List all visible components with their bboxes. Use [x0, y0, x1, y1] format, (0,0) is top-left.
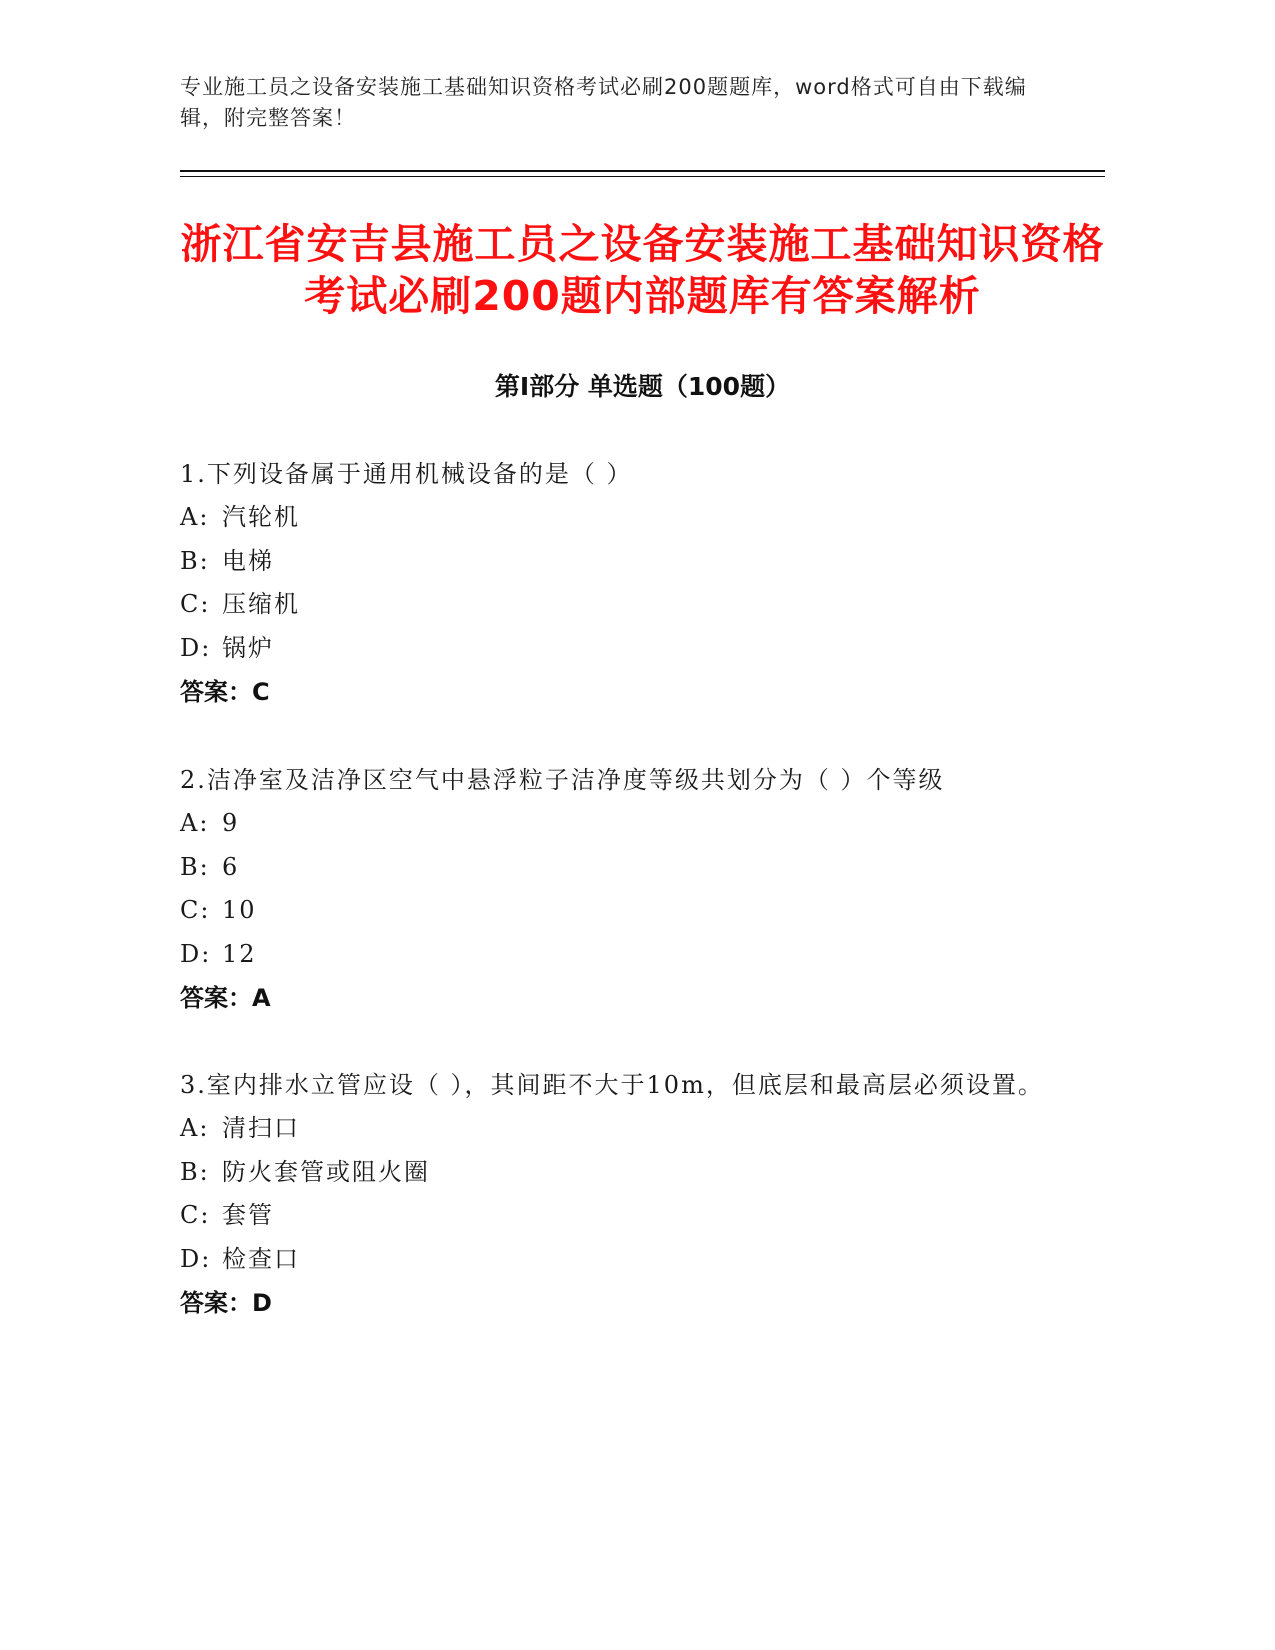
document-title: 浙江省安吉县施工员之设备安装施工基础知识资格考试必刷200题内部题库有答案解析 — [180, 220, 1105, 320]
question-stem: 3.室内排水立管应设（ ），其间距不大于10m，但底层和最高层必须设置。 — [180, 1071, 1044, 1099]
option-c — [180, 583, 1105, 627]
question-block — [180, 452, 1105, 714]
header-divider-thick — [180, 170, 1105, 172]
option-text: 汽轮机 — [222, 503, 300, 531]
option-d — [180, 627, 1105, 671]
option-c — [180, 1194, 1105, 1238]
option-key: A: — [180, 809, 210, 837]
option-key: B: — [180, 1157, 210, 1186]
option-a — [180, 802, 1105, 846]
answer-line: 答案：C — [180, 678, 270, 706]
option-text: 锅炉 — [222, 633, 274, 662]
question-stem: 1.下列设备属于通用机械设备的是（ ） — [180, 460, 633, 488]
option-text: 10 — [222, 896, 257, 924]
option-text: 压缩机 — [222, 590, 300, 618]
option-a — [180, 496, 1105, 540]
option-text: 套管 — [222, 1201, 274, 1229]
question-stem: 2.洁净室及洁净区空气中悬浮粒子洁净度等级共划分为（ ）个等级 — [180, 766, 945, 794]
option-text: 清扫口 — [222, 1114, 300, 1142]
header-divider-thin — [180, 176, 1105, 177]
option-key: B: — [180, 852, 210, 881]
question-block — [180, 758, 1105, 1020]
option-text: 9 — [222, 809, 240, 837]
option-d — [180, 933, 1105, 977]
option-text: 电梯 — [222, 546, 274, 575]
option-text: 6 — [222, 852, 240, 881]
option-key: A: — [180, 1114, 210, 1142]
option-c — [180, 889, 1105, 933]
section-title: 第I部分 单选题（100题） — [494, 372, 791, 401]
option-key: D: — [180, 939, 212, 968]
option-a — [180, 1107, 1105, 1151]
option-text: 防火套管或阻火圈 — [222, 1157, 430, 1186]
option-b — [180, 846, 1105, 890]
option-b — [180, 1151, 1105, 1195]
answer-line: 答案：D — [180, 1289, 272, 1317]
option-key: D: — [180, 1244, 212, 1273]
option-key: D: — [180, 633, 212, 662]
question-block — [180, 1063, 1105, 1325]
answer-line: 答案：A — [180, 984, 271, 1012]
option-key: C: — [180, 590, 211, 618]
option-d — [180, 1238, 1105, 1282]
option-key: A: — [180, 503, 210, 531]
header-note: 专业施工员之设备安装施工基础知识资格考试必刷200题题库，word格式可自由下载编辑，附完整答案！ — [180, 75, 1027, 130]
option-key: C: — [180, 1201, 211, 1229]
option-b — [180, 540, 1105, 584]
option-text: 检查口 — [222, 1244, 300, 1273]
option-key: B: — [180, 546, 210, 575]
option-text: 12 — [222, 939, 257, 968]
option-key: C: — [180, 896, 211, 924]
